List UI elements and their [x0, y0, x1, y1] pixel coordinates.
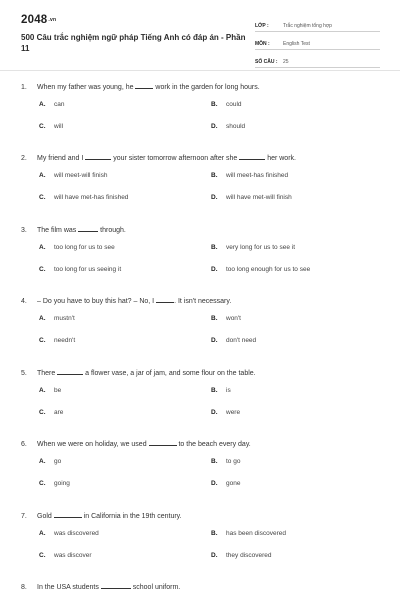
answer-options [21, 457, 381, 503]
meta-subject-row [255, 34, 380, 50]
option-b[interactable]: B. very long for us to see it [211, 244, 296, 251]
option-d[interactable]: D. they discovered [211, 552, 272, 559]
question-number: 5. [21, 370, 27, 377]
site-logo[interactable]: 2048.vn [21, 14, 57, 26]
answer-options [21, 243, 381, 289]
document-meta [255, 16, 380, 70]
option-c[interactable]: C. was discover [39, 552, 92, 559]
meta-value: 25 [283, 59, 289, 65]
question-text: 5. There a flower vase, a jar of jam, and some flour on the table. [21, 367, 381, 379]
option-c[interactable]: C. will have met-has finished [39, 194, 129, 201]
option-a[interactable]: A. be [39, 387, 62, 394]
question-text: 1. When my father was young, he work in the garden for long hours. [21, 81, 381, 93]
meta-class-row [255, 16, 380, 32]
logo-domain: .vn [48, 16, 57, 23]
answer-blank [78, 224, 98, 232]
option-b[interactable]: B. won't [211, 315, 241, 322]
option-d[interactable]: D. will have met-will finish [211, 194, 292, 201]
question-text: 4. – Do you have to buy this hat? – No, I . It isn't necessary. [21, 295, 381, 307]
answer-blank [101, 581, 131, 589]
answer-blank [85, 152, 111, 160]
question-text: 7. Gold in California in the 19th century. [21, 510, 381, 522]
question-5 [21, 367, 381, 432]
question-number: 4. [21, 298, 27, 305]
option-a[interactable]: A. mustn't [39, 315, 75, 322]
option-c[interactable]: C. will [39, 123, 64, 130]
answer-blank [135, 81, 153, 89]
answer-blank [149, 438, 177, 446]
meta-label: LỚP : [255, 23, 269, 29]
answer-options [21, 314, 381, 360]
answer-options [21, 386, 381, 432]
option-b[interactable]: B. will meet-has finished [211, 172, 289, 179]
meta-count-row [255, 52, 380, 68]
page-header [0, 0, 400, 70]
meta-value: Trắc nghiệm tổng hợp [283, 23, 332, 29]
question-number: 7. [21, 513, 27, 520]
answer-blank [156, 295, 174, 303]
answer-blank [57, 367, 83, 375]
question-text: 6. When we were on holiday, we used to the beach every day. [21, 438, 381, 450]
question-6 [21, 438, 381, 503]
question-4 [21, 295, 381, 360]
answer-options [21, 171, 381, 217]
question-7 [21, 510, 381, 575]
question-text: 3. The film was through. [21, 224, 381, 236]
question-2 [21, 152, 381, 217]
option-b[interactable]: B. could [211, 101, 242, 108]
answer-blank [54, 510, 82, 518]
option-a[interactable]: A. will meet-will finish [39, 172, 108, 179]
question-3 [21, 224, 381, 289]
option-a[interactable]: A. go [39, 458, 62, 465]
option-d[interactable]: D. should [211, 123, 246, 130]
option-d[interactable]: D. don't need [211, 337, 257, 344]
document-title: 500 Câu trắc nghiệm ngữ pháp Tiếng Anh có đáp án - Phần 11 [21, 33, 246, 53]
answer-options [21, 100, 381, 146]
question-text: 2. My friend and I your sister tomorrow afternoon after she her work. [21, 152, 381, 164]
question-number: 1. [21, 84, 27, 91]
question-text: 8. In the USA students school uniform. [21, 581, 381, 593]
meta-value: English Test [283, 41, 310, 47]
option-b[interactable]: B. has been discovered [211, 530, 286, 537]
question-number: 6. [21, 441, 27, 448]
option-a[interactable]: A. was discovered [39, 530, 99, 537]
question-number: 8. [21, 584, 27, 591]
option-c[interactable]: C. are [39, 409, 64, 416]
option-a[interactable]: A. too long for us to see [39, 244, 115, 251]
option-b[interactable]: B. is [211, 387, 231, 394]
option-c[interactable]: C. needn't [39, 337, 76, 344]
option-c[interactable]: C. going [39, 480, 70, 487]
question-1 [21, 81, 381, 146]
answer-options [21, 529, 381, 575]
question-number: 3. [21, 227, 27, 234]
option-d[interactable]: D. gone [211, 480, 241, 487]
header-divider [0, 70, 400, 71]
option-a[interactable]: A. can [39, 101, 65, 108]
option-d[interactable]: D. too long enough for us to see [211, 266, 311, 273]
option-b[interactable]: B. to go [211, 458, 241, 465]
option-d[interactable]: D. were [211, 409, 241, 416]
meta-label: SỐ CÂU : [255, 59, 278, 65]
question-number: 2. [21, 155, 27, 162]
answer-blank [239, 152, 265, 160]
option-c[interactable]: C. too long for us seeing it [39, 266, 122, 273]
meta-label: MÔN : [255, 41, 270, 47]
question-8 [21, 581, 381, 593]
